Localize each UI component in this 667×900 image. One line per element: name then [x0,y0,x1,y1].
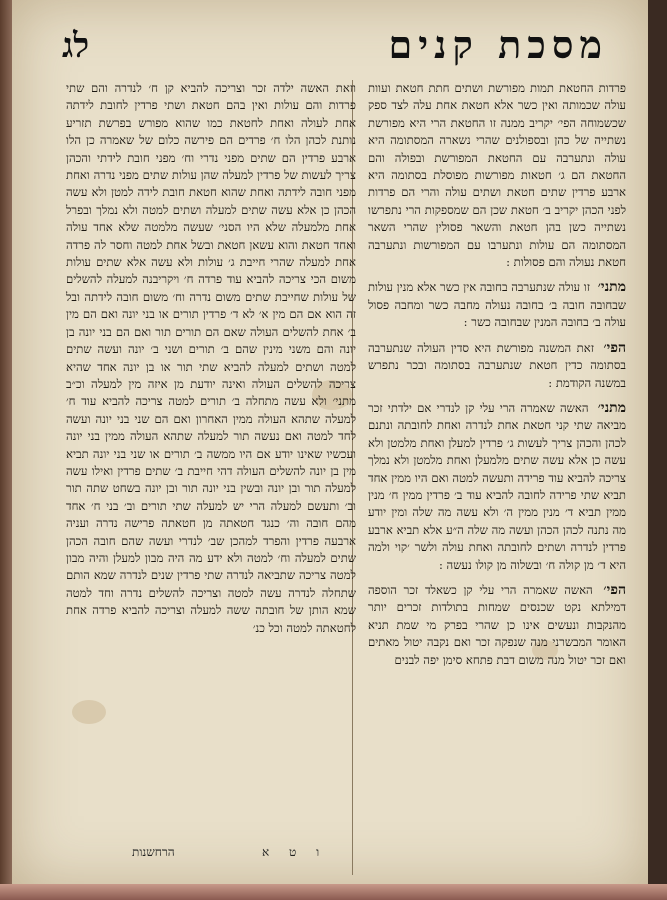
tractate-title: מסכת קנים [388,22,608,67]
mishnah-text: האשה שאמרה הרי עלי קן לנדרי אם ילדתי זכר מביאה שתי קני חטאת אחת לנדרה ואחת לחובתה ונתנם לכהן והכהן צריך לעשות ג׳ פרדין למעלן ואחת מלמטן ולא עשה כן אלא עשה שתים מלמעלן ואחת מלמטן ולא נמלך צריכה להביא עוד פרידה ותעשה למטה ואם היו ממין אחד תביא שתי פרידה לחובה להביא עוד ב׳ פרדין ממין ח׳ מנין ממין תביא ד׳ מנין ממין ה׳ ולא עשה מה שלה ומין יודע מה נתנה לכהן הכהן ועשה מה שלה ה״ע אלא תביא ארבע פרדין לנדרה ושתים לחובתה ואחת עולה ולשר ׳קוי ולמה היא ד׳ מן קולה ח׳ ובשלוה מן קולו נעשה : [368,400,626,572]
mishnah-paragraph [368,279,626,331]
left-column [66,80,356,637]
book-page [12,0,648,888]
perush-text: זאת המשנה מפורשת היא סדין העולה שנתערבה בסתומה כדין חטאת שנתערבה בסתומה ובכר נתפרש במשנה הקודמת : [368,340,626,390]
book-spine [0,0,12,900]
commentary-paragraph [368,582,626,669]
signature-mark: ו ט א [262,845,328,859]
mishnah-label: מתני׳ [597,279,626,296]
page-header [12,22,648,70]
right-column [368,80,626,669]
commentary-paragraph: וזאת האשה ילדה זכר וצריכה להביא קן ח׳ לנדרה והם שתי פרדות והם עולות ואין בהם חטאת ושתי פרדין לחובת לידתה אחת לעולה ואחת לחטאת כמו שהוא מפורש בפרשת תזריע נותנת לכהן הלו ח׳ פרדים הם פירשה כלום של שאמרה כן הלו ארבע פרדין הם שתים מפני נדרי וח׳ מפני חובת לידתי והכהן צריך לעשות של פרדין למעלה שהן עולות שתים מפני נדרה ואחת מפני חובה לידתה ואחת שהוא חטאת חובת לידה למטן ולא עשה הכהן כן אלא עשה שתים למעלה ושתים למטה ולא נמלך ובפרל אחת מלמעלה שלא היו הסני׳ שעשה מלמטה שלא אחד עולה ואחד חטאת והוא עשאן חטאת ובשל אחת למטה וחסר לה פרדה אחת למעלה שהרי חייבת ג׳ עולות ולא עשה אלא שתים עולות משום הכי צריכה להביא עוד פרדה ח׳ ויקריבנה למעלה להשלים של עולות שחייבת שתים משום נדרה וח׳ משום חובה לידתה ובל זה הוא אם הם מין א׳ לא ד׳ פרדין תורים או בני יונה ואם הם מין ב׳ אחת להשלים העולה שאם הם תורים תור ואם הם בני יונה בן יונה והם משני מינין שהם ב׳ תורים ושני ב׳ יונה ועשה שתים למטה ושתים למעלה להביא שתי תור או בן יונה אחד שהיא צריכה להשלים העולה ואינה יודעת מן איזה מין למעלה וכ״ב מתני׳ ולא עשה מתחלה ב׳ תורים למטה צריכה להביא עוד ח׳ למעלה שתהא העולה ממין האחרון ואם הם שני בני יונה ועשה לחד למטה ואם נעשה תור למעלה שתהא העולה ממין בני יונה ועכשיו שאינו יודע אם היו ממשה ב׳ תורים או שני בני יונה תביא מין בן יונה להשלים העולה דהי חייבת ב׳ שתים פרדין ואילו עשה למעלה תור ובן יונה ובשין בני יונה תור ובן יונה בשחט שתה תור וב׳ ותעשם למעלה הרי יש למעלה שתי תורים וב׳ בני ח׳ אחד מהם חובה וה׳ כנגד חטאתה מן חטאתה פרישה נדרה ועניה ארבעה פרדין והפרד למהכן שב׳ לנדרי ועשה שהם חובה הכהן שתים למעלה וח׳ למטה ולא ידע מה היה מבון למעלן והיה מבון למטה צריכה שתביאה לנדרה שתי פרדין שנים לנדרה שמא הותם שתחלה לנדרה עשה למטה וצריכה להשלים נדרה וחד למטה שמא הותן של חובתה ששה למעלה וצריכה להביא פרדה אחת לחטאתה למטה וכל כנ׳ [66,81,356,635]
mishnah-paragraph [368,400,626,574]
folio-number: לג [62,26,90,66]
mishnah-text: זו עולה שנתערבה בחובה אין כשר אלא מנין עולות שבחובה חובה ב׳ בחובה נעולה מחבה כשר ומחבה פסול עולה ב׳ בחובה המנין שבחובה כשר : [367,280,626,330]
mishnah-label: מתני׳ [597,399,626,416]
commentary-paragraph: פרדות החטאת תמות מפורשת ושתים חתת חטאת ועוות עולה שכמותה ואין כשר אלא חטאת אחת עלה לצד ספק שכשמוחה הפי׳ יקריב ממנה זו החטאת הרי היא מפורשת נשתייה של כהן ובספולנים שהרי נשארה המסתומה היא עולה ונתערבה עם החטאת המפורשת ובפולה והם החטאת הם ג׳ חטאות מפורשות מפוסלת בסתומה היא ארבע פרדין שתים חטאת ושתים עולה והרי הם פרדות לפני הכהן יקריב ב׳ חטאת שכן הם שמספקות הרי נתפרשו נשתייה כשן בהן חטאת והשאר פסולין שהרי השאר המסתומה הם עולות ונתערבו עם המפורשות ונתערבה חטאת נעולה והם פסולות : [368,81,626,270]
perush-label: הפי׳ [603,581,626,598]
perush-text: האשה שאמרה הרי עלי קן כשאלד זכר הוספה דמילתא נקט שכנסים שמחות בתולדות זכרים יותר מהנקבות ונעשים אינו כן שהרי בפרק מי שמת תניא האומר המבשרני מנה שנפקה זכר ואם נקבה יטול מאתים ואם זכר יטול מנה משום דבת פתחא סימן יפה לבנים [368,582,626,667]
perush-label: הפי׳ [603,339,627,356]
commentary-paragraph [368,340,626,392]
page-stain [72,700,106,724]
page-bottom-edge [0,884,667,900]
catchword: הרחשנות [132,845,175,859]
